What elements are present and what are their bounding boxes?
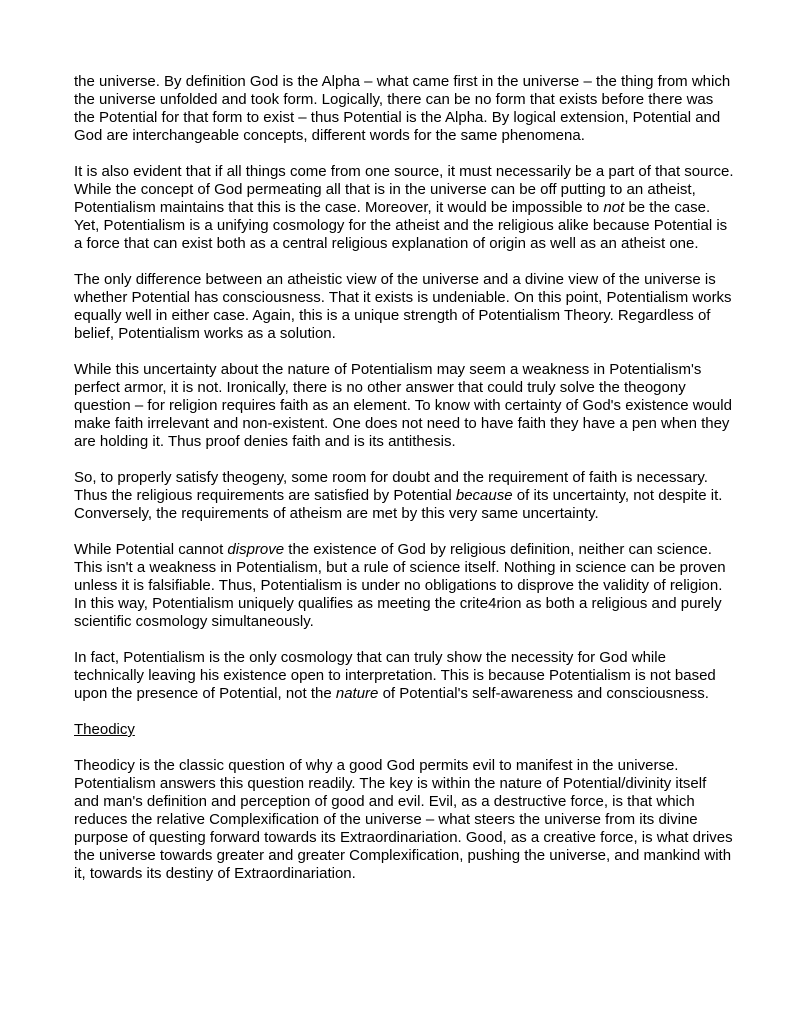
emphasis-text: nature [335, 685, 379, 702]
paragraph-text: In fact, Potentialism is the only cosmology that can truly show the necessity for God while technically leaving his existence open to interpretation. This is because Potentialism is not based upon the presence of Potential, not the [74, 649, 716, 702]
paragraph-text: of Potential's self-awareness and consciousness. [378, 685, 709, 702]
emphasis-text: disprove [227, 541, 285, 558]
emphasis-text: not [603, 199, 625, 216]
paragraph-alpha: the universe. By definition God is the Alpha – what came first in the universe – the thing from which the universe unfolded and took form. Logically, there can be no form that exists before there was the Potential for that form to exist – thus Potential is the Alpha. By logical extension, Potential and God are interchangeable concepts, different words for the same phenomena. [74, 73, 731, 144]
paragraph-consciousness: The only difference between an atheistic view of the universe and a divine view of the universe is whether Potential has consciousness. That it exists is undeniable. On this point, Potentialism works equally well in either case. Again, this is a unique strength of Potentialism Theory. Regardless of belief, Potentialism works as a solution. [74, 271, 732, 342]
emphasis-text: because [455, 487, 513, 504]
paragraph-disprove [74, 541, 734, 631]
paragraph-theodicy: Theodicy is the classic question of why a good God permits evil to manifest in the universe. Potentialism answers this question readily. The key is within the nature of Potential/divinity itself and man's definition and perception of good and evil. Evil, as a destructive force, is that which reduces the relative Complexification of the universe – what steers the universe from its divine purpose of questing forward towards its Extraordinariation. Good, as a creative force, is what drives the universe towards greater and greater Complexification, pushing the universe, and mankind with it, towards its destiny of Extraordinariation. [74, 757, 733, 882]
paragraph-text: While Potential cannot [74, 541, 228, 558]
paragraph-text: be the case. Yet, Potentialism is a unifying cosmology for the atheist and the religious alike because Potential is a force that can exist both as a central religious explanation of origin as well as an atheist one. [74, 199, 728, 252]
paragraph-uncertainty: While this uncertainty about the nature of Potentialism may seem a weakness in Potentialism's perfect armor, it is not. Ironically, there is no other answer that could truly solve the theogony question – for religion requires faith as an element. To know with certainty of God's existence would make faith irrelevant and non-existent. One does not need to have faith they have a pen when they are holding it. Thus proof denies faith and is its antithesis. [74, 361, 732, 450]
paragraph-text: It is also evident that if all things come from one source, it must necessarily be a part of that source. While the concept of God permeating all that is in the universe can be off putting to an atheist, Potentialism maintains that this is the case. Moreover, it would be impossible to [74, 163, 734, 216]
paragraph-text: the existence of God by religious definition, neither can science. This isn't a weakness in Potentialism, but a rule of science itself. Nothing in science can be proven unless it is falsifiable. Thus, Potentialism is under no obligations to disprove the validity of religion. In this way, Potentialism uniquely qualifies as meeting the crite4rion as both a religious and purely scientific cosmology simultaneously. [74, 541, 726, 630]
paragraph-necessity [74, 649, 734, 703]
paragraph-text: of its uncertainty, not despite it. Conversely, the requirements of atheism are met by this very same uncertainty. [74, 487, 723, 522]
section-heading-theodicy: Theodicy [74, 721, 135, 738]
paragraph-unifying-cosmology [74, 163, 734, 253]
paragraph-text: So, to properly satisfy theogeny, some room for doubt and the requirement of faith is necessary. Thus the religious requirements are satisfied by Potential [74, 469, 708, 504]
document-page [74, 73, 734, 901]
paragraph-theogeny [74, 469, 734, 523]
